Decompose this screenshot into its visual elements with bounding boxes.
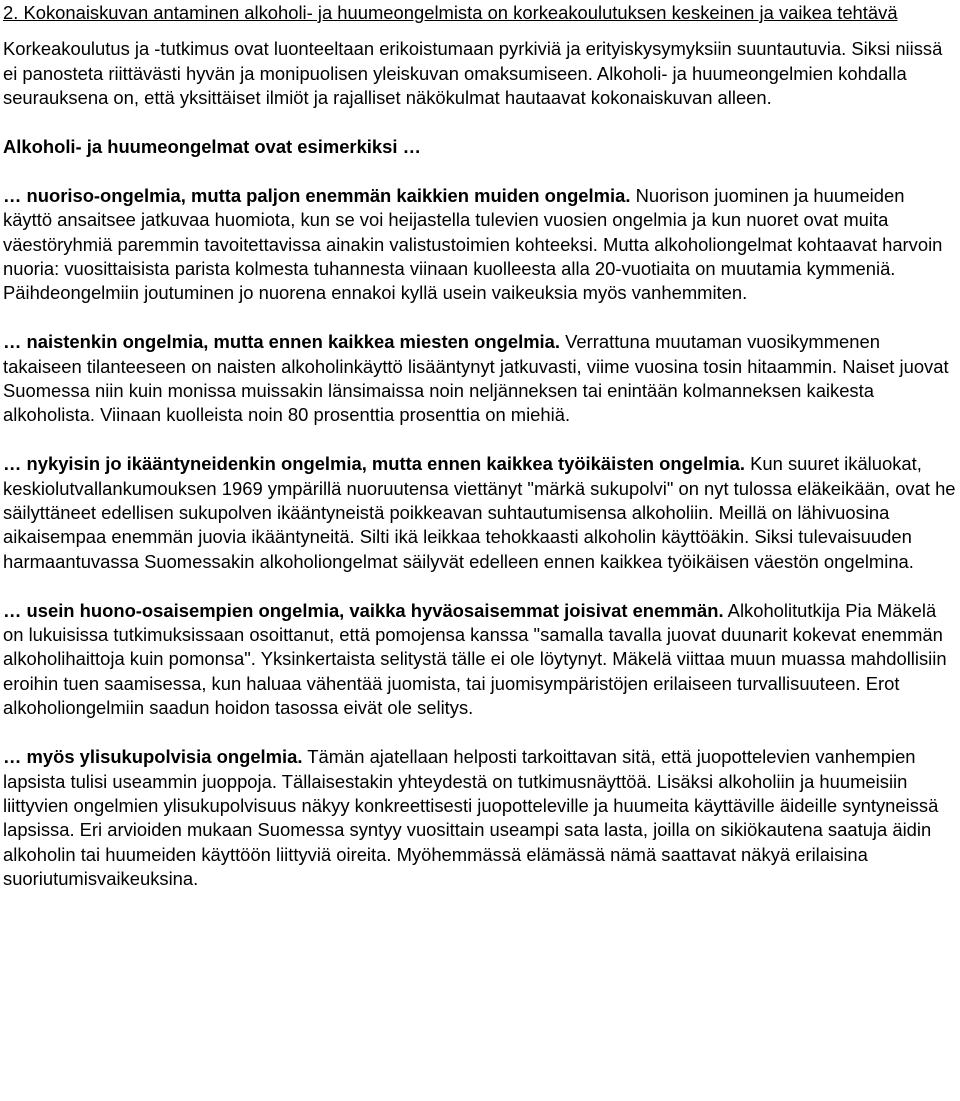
section-heading: 2. Kokonaiskuvan antaminen alkoholi- ja huumeongelmista on korkeakoulutuksen keskeinen ja vaikea tehtävä [3,2,898,23]
section-body: Alkoholitutkija Pia Mäkelä on lukuisissa tutkimuksissaan osoittanut, että pomojensa kanssa "samalla tavalla juovat duunarit kokevat enemmän alkoholihaittoja kuin pomonsa". Yksinkertaista selitystä tälle ei ole löytynyt. Mäkelä viittaa muun muassa mahdollisiin eroihin tuen saamisessa, kun haluaa vähentää juomista, tai juomisympäristöjen erilaiseen turvallisuuteen. Erot alkoholiongelmiin saadun hoidon tasossa eivät ole selitys. [3,599,947,719]
spacer [3,159,957,183]
section-paragraph-age [3,452,957,574]
spacer [3,428,957,452]
subheading: Alkoholi- ja huumeongelmat ovat esimerkiksi … [3,136,421,158]
section-lead: … naistenkin ongelmia, mutta ennen kaikkea miesten ongelmia. [3,331,560,353]
section-paragraph-class [3,599,957,721]
section-body: Tämän ajatellaan helposti tarkoittavan sitä, että juopottelevien vanhempien lapsista tulisi useammin juoppoja. Tällaisestakin yhteydestä on tutkimusnäyttöä. Lisäksi alkoholiin ja huumeisiin liittyvien ongelmien ylisukupolvisuus näkyy konkreettisesti juopotteleville ja huumeita käyttäville äideille syntyneissä lapsissa. Eri arvioiden mukaan Suomessa syntyy vuosittain useampi sata lasta, joilla on sikiökautena saatuja äidin alkoholin tai huumeiden käyttöön liittyviä oireita. Myöhemmässä elämässä nämä saattavat näkyä erilaisina suoriutumisvaikeuksina. [3,746,939,890]
section-lead: … nykyisin jo ikääntyneidenkin ongelmia, mutta ennen kaikkea työikäisten ongelmia. [3,453,745,475]
intro-paragraph: Korkeakoulutus ja -tutkimus ovat luonteeltaan erikoistumaan pyrkiviä ja erityiskysymyksiin suuntautuvia. Siksi niissä ei panosteta riittävästi hyvän ja monipuolisen yleiskuvan omaksumiseen. Alkoholi- ja huumeongelmien kohdalla seurauksena on, että yksittäiset ilmiöt ja rajalliset näkökulmat hautaavat kokonaiskuvan alleen. [3,38,943,109]
section-lead: … myös ylisukupolvisia ongelmia. [3,746,303,768]
section-lead: … usein huono-osaisempien ongelmia, vaikka hyväosaisemmat joisivat enemmän. [3,599,724,621]
spacer [3,721,957,745]
spacer [3,574,957,598]
section-paragraph-gender [3,330,957,428]
section-paragraph-generations [3,745,957,891]
spacer [3,111,957,135]
spacer [3,306,957,330]
section-body: Kun suuret ikäluokat, keskiolutvallankumouksen 1969 ympärillä nuoruutensa viettänyt "märkä sukupolvi" on nyt tulossa eläkeikään, ovat he säilyttäneet edellisen sukupolven ikääntyneistä poikkeavan suhtautumisensa alkoholiin. Meillä on lähivuosina aikaisempaa enemmän juovia ikääntyneitä. Silti ikä leikkaa tehokkaasti alkoholin käyttöäkin. Siksi tulevaisuuden harmaantuvassa Suomessakin alkoholiongelmat säilyvät edelleen ennen kaikkea työikäisen väestön ongelmina. [3,453,956,572]
section-lead: … nuoriso-ongelmia, mutta paljon enemmän kaikkien muiden ongelmia. [3,184,631,206]
section-paragraph-youth [3,184,957,306]
section-body: Nuorison juominen ja huumeiden käyttö ansaitsee jatkuvaa huomiota, kun se voi heijastella tulevien vuosien ongelmia ja kun nuoret ovat muita väestöryhmiä paremmin tavoitettavissa ainakin valistustoimien kohteeksi. Mutta alkoholiongelmat kohtaavat harvoin nuoria: vuosittaisista parista kolmesta tuhannesta viinaan kuolleesta alla 20-vuotiaita on muutamia kymmeniä. Päihdeongelmiin joutuminen jo nuorena ennakoi kyllä usein vaikeuksia myös vanhemmiten. [3,184,943,304]
section-body: Verrattuna muutaman vuosikymmenen takaiseen tilanteeseen on naisten alkoholinkäyttö lisääntynyt jatkuvasti, viime vuosina tosin hitaammin. Naiset juovat Suomessa niin kuin monissa muissakin länsimaissa noin neljänneksen tai enintään kolmanneksen kaikesta alkoholista. Viinaan kuolleista noin 80 prosenttia prosenttia on miehiä. [3,331,949,426]
spacer [3,25,957,37]
